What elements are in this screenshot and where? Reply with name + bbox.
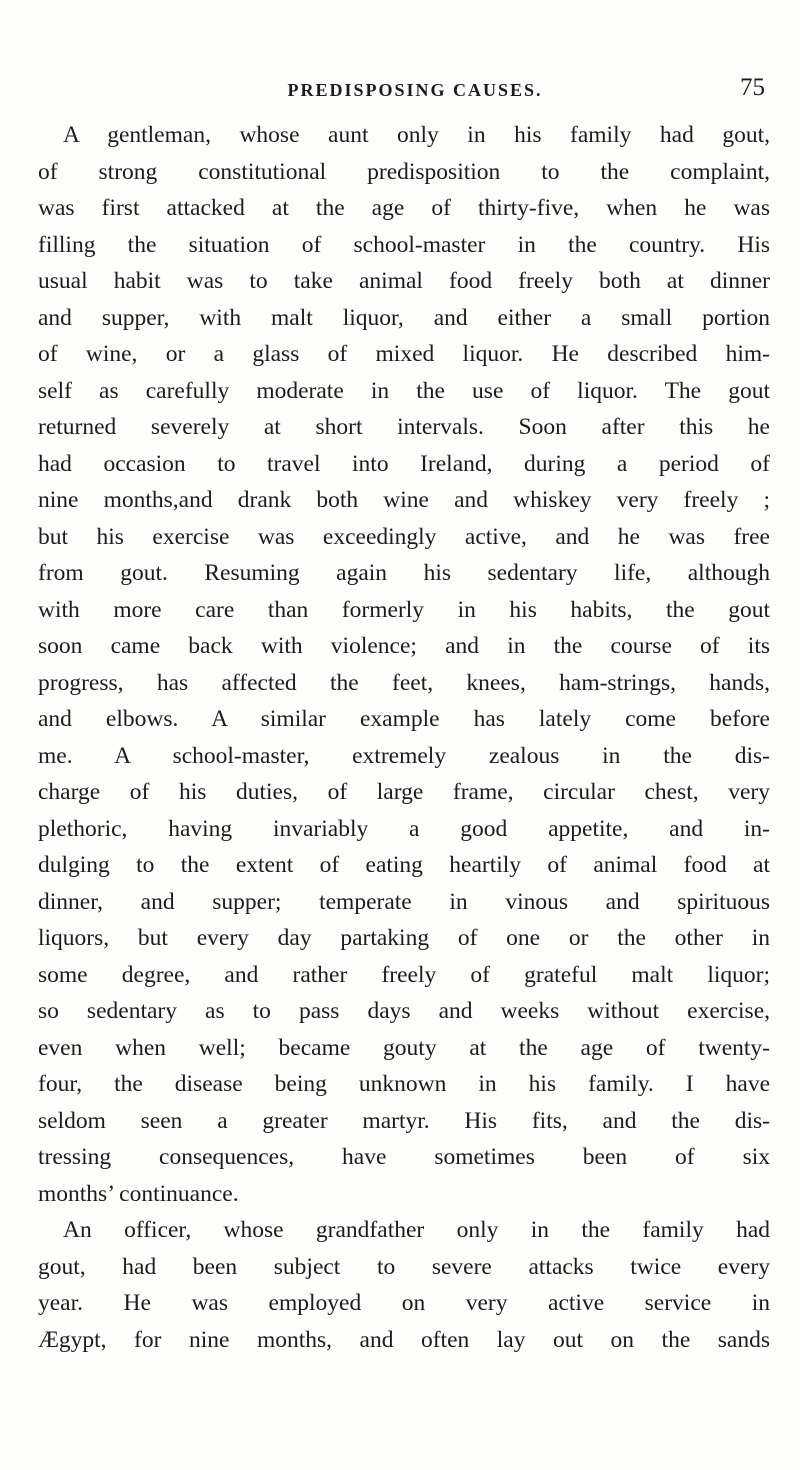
- page-number: 75: [740, 74, 765, 101]
- text-line: of wine, or a glass of mixed liquor. He described him-: [38, 341, 770, 367]
- running-head: [40, 74, 770, 108]
- text-line: plethoric, having invariably a good appetite, and in-: [38, 815, 770, 842]
- text-line: and elbows. A similar example has lately come before: [38, 706, 770, 732]
- text-line: seldom seen a greater martyr. His fits, and the dis-: [38, 1107, 770, 1134]
- text-line: had occasion to travel into Ireland, during a period of: [38, 450, 770, 477]
- text-line: soon came back with violence; and in the course of its: [38, 633, 770, 659]
- text-line: filling the situation of school-master in the country. His: [38, 231, 770, 258]
- text-line: charge of his duties, of large frame, circular chest, very: [38, 779, 770, 805]
- text-line: of strong constitutional predisposition to the complaint,: [38, 158, 770, 185]
- text-line: with more care than formerly in his habits, the gout: [38, 596, 770, 623]
- text-line: so sedentary as to pass days and weeks without exercise,: [38, 998, 770, 1024]
- text-line: year. He was employed on very active service in: [38, 1290, 770, 1316]
- text-line: dinner, and supper; temperate in vinous and spirituous: [38, 888, 770, 915]
- text-line: returned severely at short intervals. Soon after this he: [38, 414, 770, 440]
- text-line: four, the disease being unknown in his family. I have: [38, 1071, 770, 1097]
- text-line: nine months,and drank both wine and whiskey very freely ;: [38, 487, 770, 513]
- text-line: even when well; became gouty at the age of twenty-: [38, 1034, 770, 1061]
- text-line: Ægypt, for nine months, and often lay out on the sands: [38, 1326, 770, 1353]
- text-line: self as carefully moderate in the use of liquor. The gout: [38, 377, 770, 404]
- text-line: and supper, with malt liquor, and either a small portion: [38, 304, 770, 331]
- text-line: dulging to the extent of eating heartily of animal food at: [38, 852, 770, 878]
- text-line: me. A school-master, extremely zealous in the dis-: [38, 742, 770, 769]
- text-line: progress, has affected the feet, knees, ham-strings, hands,: [38, 669, 770, 696]
- running-title: PREDISPOSING CAUSES.: [287, 80, 543, 100]
- text-line: some degree, and rather freely of grateful malt liquor;: [38, 961, 770, 988]
- text-line: liquors, but every day partaking of one or the other in: [38, 925, 770, 951]
- text-line: usual habit was to take animal food freely both at dinner: [38, 268, 770, 294]
- text-line: An officer, whose grandfather only in the family had: [63, 1217, 770, 1243]
- text-line: gout, had been subject to severe attacks twice every: [38, 1253, 770, 1280]
- text-line: but his exercise was exceedingly active, and he was free: [38, 523, 770, 550]
- text-line: A gentleman, whose aunt only in his family had gout,: [63, 122, 770, 148]
- text-line: tressing consequences, have sometimes been of six: [38, 1144, 770, 1170]
- body-text: [38, 117, 770, 1358]
- text-line: months’ continuance.: [38, 1180, 239, 1207]
- text-line: was first attacked at the age of thirty-five, when he was: [38, 195, 770, 221]
- text-line: from gout. Resuming again his sedentary life, although: [38, 560, 770, 586]
